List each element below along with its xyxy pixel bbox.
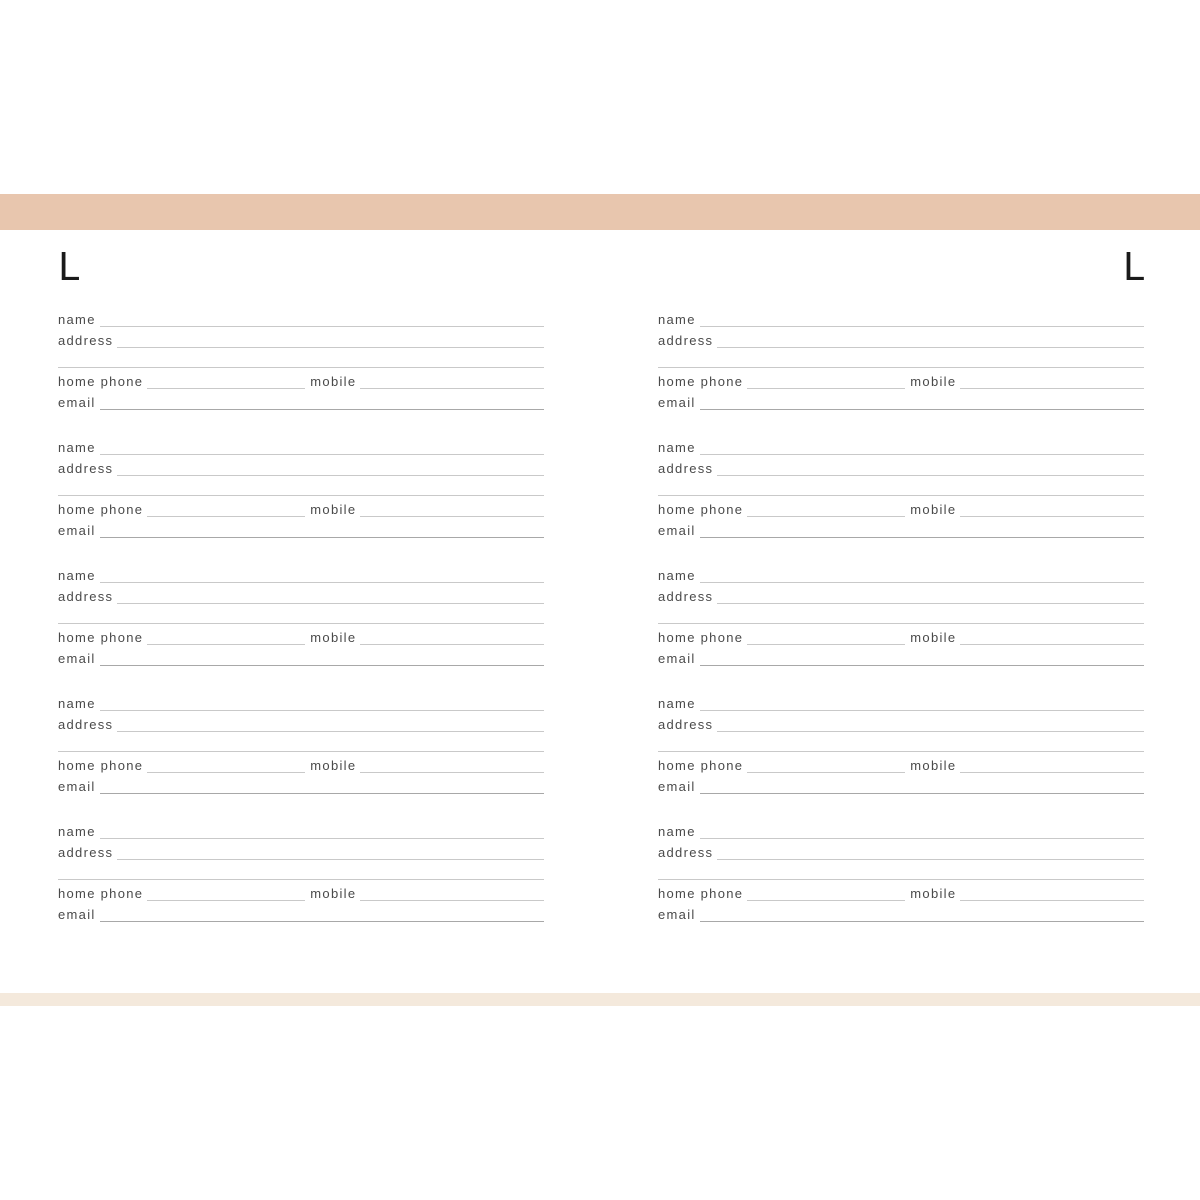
- address-row: [658, 456, 1144, 476]
- home-phone-field[interactable]: [147, 772, 305, 773]
- home-phone-field[interactable]: [747, 772, 905, 773]
- address-row: [658, 328, 1144, 348]
- email-field[interactable]: [100, 537, 544, 538]
- address-field-line-2[interactable]: [658, 623, 1144, 624]
- home-phone-label: home phone: [658, 886, 744, 901]
- mobile-field[interactable]: [960, 644, 1144, 645]
- address-row: [58, 840, 544, 860]
- home-phone-label: home phone: [658, 630, 744, 645]
- phone-row: [58, 881, 544, 901]
- home-phone-field[interactable]: [747, 644, 905, 645]
- address-continuation-row: [658, 476, 1144, 496]
- home-phone-label: home phone: [658, 374, 744, 389]
- address-label: address: [658, 461, 714, 476]
- email-row: [58, 390, 544, 410]
- contact-entry: [58, 435, 544, 563]
- address-row: [658, 712, 1144, 732]
- email-row: [658, 518, 1144, 538]
- phone-row: [58, 625, 544, 645]
- address-continuation-row: [58, 604, 544, 624]
- address-field-line-2[interactable]: [58, 879, 544, 880]
- name-label: name: [658, 824, 696, 839]
- name-field[interactable]: [100, 582, 544, 583]
- home-phone-label: home phone: [658, 758, 744, 773]
- phone-row: [658, 881, 1144, 901]
- mobile-field[interactable]: [360, 516, 544, 517]
- mobile-label: mobile: [310, 758, 357, 773]
- name-field[interactable]: [700, 454, 1144, 455]
- email-label: email: [58, 395, 96, 410]
- name-row: [58, 819, 544, 839]
- home-phone-field[interactable]: [747, 388, 905, 389]
- phone-row: [658, 753, 1144, 773]
- mobile-field[interactable]: [360, 900, 544, 901]
- email-row: [58, 774, 544, 794]
- address-label: address: [658, 589, 714, 604]
- address-label: address: [658, 333, 714, 348]
- mobile-label: mobile: [910, 886, 957, 901]
- name-row: [658, 307, 1144, 327]
- mobile-field[interactable]: [960, 772, 1144, 773]
- contact-entry: [58, 563, 544, 691]
- address-continuation-row: [658, 604, 1144, 624]
- phone-row: [658, 497, 1144, 517]
- name-field[interactable]: [100, 326, 544, 327]
- name-row: [58, 435, 544, 455]
- right-page: [658, 230, 1144, 993]
- section-letter: L: [1122, 245, 1144, 289]
- mobile-label: mobile: [910, 630, 957, 645]
- address-continuation-row: [658, 732, 1144, 752]
- address-continuation-row: [58, 476, 544, 496]
- address-field-line-2[interactable]: [658, 751, 1144, 752]
- address-label: address: [58, 589, 114, 604]
- home-phone-field[interactable]: [147, 900, 305, 901]
- name-field[interactable]: [700, 326, 1144, 327]
- address-continuation-row: [58, 348, 544, 368]
- email-field[interactable]: [700, 537, 1144, 538]
- address-continuation-row: [58, 732, 544, 752]
- name-row: [658, 819, 1144, 839]
- address-continuation-row: [58, 860, 544, 880]
- contact-entry: [658, 691, 1144, 819]
- name-field[interactable]: [700, 710, 1144, 711]
- email-field[interactable]: [700, 409, 1144, 410]
- email-label: email: [658, 779, 696, 794]
- email-label: email: [58, 907, 96, 922]
- email-label: email: [658, 907, 696, 922]
- address-row: [658, 584, 1144, 604]
- address-label: address: [58, 717, 114, 732]
- name-label: name: [58, 824, 96, 839]
- address-continuation-row: [658, 860, 1144, 880]
- mobile-label: mobile: [910, 502, 957, 517]
- email-field[interactable]: [100, 921, 544, 922]
- home-phone-label: home phone: [58, 630, 144, 645]
- address-row: [58, 712, 544, 732]
- email-label: email: [658, 651, 696, 666]
- name-row: [658, 435, 1144, 455]
- address-label: address: [658, 717, 714, 732]
- phone-row: [58, 497, 544, 517]
- email-label: email: [58, 523, 96, 538]
- name-label: name: [658, 696, 696, 711]
- name-row: [58, 307, 544, 327]
- mobile-field[interactable]: [960, 900, 1144, 901]
- email-label: email: [58, 651, 96, 666]
- mobile-label: mobile: [910, 758, 957, 773]
- name-field[interactable]: [700, 838, 1144, 839]
- address-field-line-2[interactable]: [658, 879, 1144, 880]
- home-phone-field[interactable]: [147, 644, 305, 645]
- name-row: [658, 691, 1144, 711]
- address-row: [58, 456, 544, 476]
- email-row: [658, 646, 1144, 666]
- contact-entry: [58, 307, 544, 435]
- phone-row: [58, 753, 544, 773]
- home-phone-label: home phone: [58, 502, 144, 517]
- name-label: name: [658, 568, 696, 583]
- bottom-color-band: [0, 993, 1200, 1006]
- mobile-label: mobile: [310, 374, 357, 389]
- address-continuation-row: [658, 348, 1144, 368]
- name-field[interactable]: [100, 710, 544, 711]
- contact-entries: [658, 307, 1144, 947]
- email-row: [658, 774, 1144, 794]
- name-label: name: [58, 696, 96, 711]
- name-label: name: [58, 440, 96, 455]
- mobile-label: mobile: [310, 886, 357, 901]
- address-field-line-2[interactable]: [58, 751, 544, 752]
- name-field[interactable]: [700, 582, 1144, 583]
- email-field[interactable]: [100, 409, 544, 410]
- phone-row: [58, 369, 544, 389]
- email-field[interactable]: [700, 793, 1144, 794]
- top-color-band: [0, 194, 1200, 230]
- home-phone-label: home phone: [58, 758, 144, 773]
- name-field[interactable]: [100, 838, 544, 839]
- mobile-label: mobile: [310, 630, 357, 645]
- address-label: address: [658, 845, 714, 860]
- email-row: [58, 646, 544, 666]
- email-field[interactable]: [100, 793, 544, 794]
- address-label: address: [58, 461, 114, 476]
- address-field-line-2[interactable]: [658, 495, 1144, 496]
- name-row: [658, 563, 1144, 583]
- name-label: name: [658, 440, 696, 455]
- address-field-line-2[interactable]: [58, 495, 544, 496]
- home-phone-field[interactable]: [147, 516, 305, 517]
- address-field-line-2[interactable]: [658, 367, 1144, 368]
- section-letter: L: [58, 245, 80, 289]
- address-row: [658, 840, 1144, 860]
- mobile-field[interactable]: [360, 644, 544, 645]
- mobile-label: mobile: [910, 374, 957, 389]
- mobile-label: mobile: [310, 502, 357, 517]
- address-field-line-2[interactable]: [58, 623, 544, 624]
- address-field-line-2[interactable]: [58, 367, 544, 368]
- phone-row: [658, 369, 1144, 389]
- name-label: name: [58, 568, 96, 583]
- home-phone-label: home phone: [58, 886, 144, 901]
- contact-entry: [658, 435, 1144, 563]
- mobile-field[interactable]: [960, 388, 1144, 389]
- address-label: address: [58, 845, 114, 860]
- email-row: [658, 902, 1144, 922]
- contact-entries: [58, 307, 544, 947]
- contact-entry: [658, 563, 1144, 691]
- contact-entry: [58, 819, 544, 947]
- email-label: email: [58, 779, 96, 794]
- mobile-field[interactable]: [960, 516, 1144, 517]
- email-field[interactable]: [700, 921, 1144, 922]
- email-label: email: [658, 395, 696, 410]
- name-label: name: [658, 312, 696, 327]
- email-label: email: [658, 523, 696, 538]
- name-field[interactable]: [100, 454, 544, 455]
- email-row: [658, 390, 1144, 410]
- email-row: [58, 518, 544, 538]
- home-phone-field[interactable]: [747, 900, 905, 901]
- email-field[interactable]: [100, 665, 544, 666]
- left-page: [58, 230, 544, 993]
- email-field[interactable]: [700, 665, 1144, 666]
- name-row: [58, 691, 544, 711]
- contact-entry: [658, 819, 1144, 947]
- contact-entry: [658, 307, 1144, 435]
- name-row: [58, 563, 544, 583]
- address-label: address: [58, 333, 114, 348]
- mobile-field[interactable]: [360, 388, 544, 389]
- address-row: [58, 584, 544, 604]
- mobile-field[interactable]: [360, 772, 544, 773]
- home-phone-label: home phone: [58, 374, 144, 389]
- home-phone-field[interactable]: [747, 516, 905, 517]
- home-phone-label: home phone: [658, 502, 744, 517]
- email-row: [58, 902, 544, 922]
- name-label: name: [58, 312, 96, 327]
- phone-row: [658, 625, 1144, 645]
- address-row: [58, 328, 544, 348]
- home-phone-field[interactable]: [147, 388, 305, 389]
- contact-entry: [58, 691, 544, 819]
